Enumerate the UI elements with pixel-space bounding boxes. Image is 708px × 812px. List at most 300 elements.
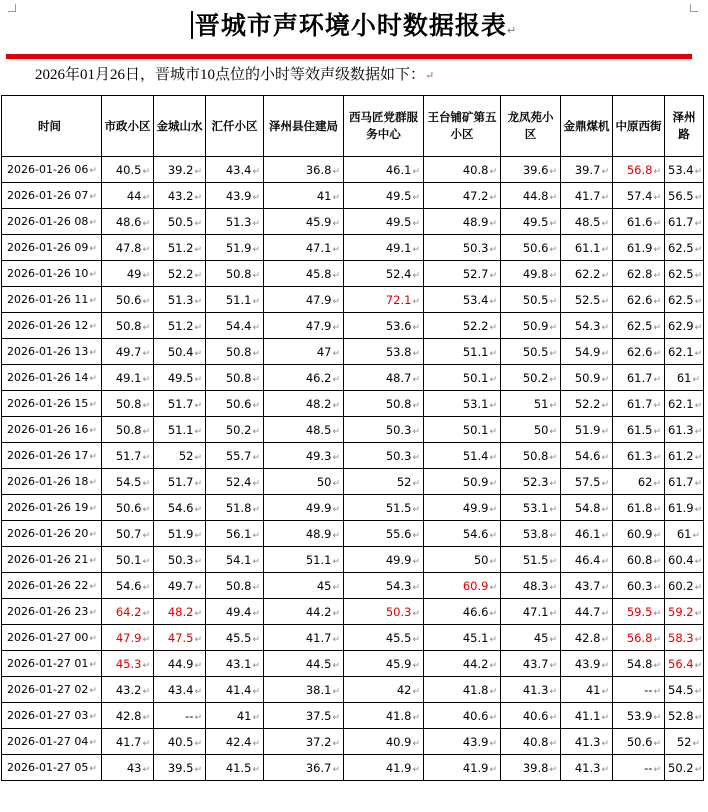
cell-mark-icon: ↵ [694, 686, 703, 697]
table-header-row [2, 96, 704, 157]
cell-text: 46.1 [385, 162, 412, 177]
value-cell [665, 183, 704, 209]
cell-text: 42 [396, 682, 412, 697]
cell-mark-icon: ↵ [332, 738, 340, 749]
cell-text: 45.1 [462, 630, 489, 645]
time-cell [2, 339, 102, 365]
value-cell [424, 365, 501, 391]
cell-mark-icon: ↵ [653, 296, 661, 307]
cell-text: 50.5 [167, 214, 194, 229]
cell-mark-icon: ↵ [252, 218, 260, 229]
table-row [2, 261, 704, 287]
value-cell [102, 339, 154, 365]
time-cell [2, 651, 102, 677]
cell-mark-icon: ↵ [694, 504, 703, 515]
cell-mark-icon: ↵ [549, 348, 557, 359]
table-row [2, 469, 704, 495]
table-row [2, 651, 704, 677]
cell-mark-icon: ↵ [142, 452, 150, 463]
cell-mark-icon: ↵ [489, 478, 497, 489]
value-cell [154, 157, 206, 183]
time-cell [2, 287, 102, 313]
cell-mark-icon: ↵ [692, 374, 700, 385]
value-cell [561, 417, 613, 443]
cell-mark-icon: ↵ [412, 530, 420, 541]
value-cell [561, 391, 613, 417]
cell-mark-icon: ↵ [653, 426, 661, 437]
value-cell [154, 625, 206, 651]
value-cell [613, 547, 665, 573]
value-cell [102, 417, 154, 443]
cell-text: -- [185, 708, 194, 723]
value-cell [154, 261, 206, 287]
value-cell [344, 651, 424, 677]
time-cell [2, 495, 102, 521]
cell-mark-icon: ↵ [653, 374, 661, 385]
cell-mark-icon: ↵ [601, 452, 609, 463]
value-cell [561, 755, 613, 781]
cell-text: 51.7 [115, 448, 142, 463]
value-cell [424, 495, 501, 521]
cell-mark-icon: ↵ [194, 348, 202, 359]
cell-text: 2026-01-26 11 [7, 293, 89, 306]
value-cell [665, 443, 704, 469]
cell-text: 51.1 [225, 292, 252, 307]
cell-mark-icon: ↵ [549, 270, 557, 281]
cell-mark-icon: ↵ [601, 400, 609, 411]
cell-mark-icon: ↵ [252, 452, 260, 463]
table-row [2, 599, 704, 625]
cell-mark-icon: ↵ [489, 764, 497, 775]
value-cell [206, 547, 264, 573]
cell-text: 51.9 [574, 422, 601, 437]
cell-text: 62.2 [574, 266, 601, 281]
value-cell [154, 651, 206, 677]
cell-mark-icon: ↵ [694, 244, 703, 255]
cell-mark-icon: ↵ [89, 608, 97, 618]
value-cell [102, 729, 154, 755]
cell-mark-icon: ↵ [549, 322, 557, 333]
time-cell [2, 209, 102, 235]
value-cell [206, 235, 264, 261]
value-cell [665, 703, 704, 729]
table-row [2, 235, 704, 261]
value-cell [665, 287, 704, 313]
cell-mark-icon: ↵ [412, 556, 420, 567]
cell-mark-icon: ↵ [412, 348, 420, 359]
cell-text: 44.2 [305, 604, 332, 619]
cell-mark-icon: ↵ [89, 478, 97, 488]
cell-text: 61.5 [626, 422, 653, 437]
cell-mark-icon: ↵ [89, 400, 97, 410]
value-cell [154, 313, 206, 339]
cell-mark-icon: ↵ [694, 556, 703, 567]
cell-mark-icon: ↵ [412, 322, 420, 333]
value-cell [613, 755, 665, 781]
cell-mark-icon: ↵ [653, 192, 661, 203]
cell-text: 61.3 [668, 422, 694, 437]
cell-mark-icon: ↵ [194, 192, 202, 203]
value-cell [501, 339, 561, 365]
cell-text: 46.4 [574, 552, 601, 567]
value-cell [344, 755, 424, 781]
cell-mark-icon: ↵ [194, 296, 202, 307]
cell-mark-icon: ↵ [549, 504, 557, 515]
cell-text: 61 [676, 526, 692, 541]
cell-text: 55.7 [225, 448, 252, 463]
cell-mark-icon: ↵ [549, 244, 557, 255]
cell-text: 50.3 [462, 240, 489, 255]
value-cell [424, 651, 501, 677]
cell-mark-icon: ↵ [653, 764, 661, 775]
table-row [2, 521, 704, 547]
cell-mark-icon: ↵ [194, 452, 202, 463]
value-cell [344, 469, 424, 495]
cell-mark-icon: ↵ [549, 400, 557, 411]
value-cell [665, 313, 704, 339]
cell-mark-icon: ↵ [653, 660, 661, 671]
time-cell [2, 313, 102, 339]
cell-mark-icon: ↵ [489, 556, 497, 567]
value-cell [665, 339, 704, 365]
cell-text: 54.6 [462, 526, 489, 541]
cell-text: 2026-01-26 07 [7, 189, 89, 202]
cell-mark-icon: ↵ [549, 374, 557, 385]
cell-mark-icon: ↵ [692, 530, 700, 541]
cell-mark-icon: ↵ [252, 686, 260, 697]
cell-mark-icon: ↵ [332, 556, 340, 567]
cell-text: 61.7 [668, 474, 694, 489]
time-cell [2, 157, 102, 183]
cell-text: 62.8 [626, 266, 653, 281]
cell-mark-icon: ↵ [142, 764, 150, 775]
cell-mark-icon: ↵ [412, 400, 420, 411]
cell-text: 72.1 [385, 292, 412, 307]
cell-mark-icon: ↵ [549, 166, 557, 177]
cell-text: 2026-01-26 21 [7, 553, 89, 566]
cell-text: 53.8 [522, 526, 549, 541]
cell-text: 50 [473, 552, 489, 567]
cell-mark-icon: ↵ [601, 270, 609, 281]
value-cell [154, 729, 206, 755]
cell-mark-icon: ↵ [549, 686, 557, 697]
cell-mark-icon: ↵ [549, 660, 557, 671]
value-cell [102, 651, 154, 677]
value-cell [264, 313, 344, 339]
cell-mark-icon: ↵ [142, 374, 150, 385]
cell-text: 41.8 [385, 708, 412, 723]
cell-text: 50.8 [115, 422, 142, 437]
cell-text: 45.8 [305, 266, 332, 281]
cell-mark-icon: ↵ [412, 270, 420, 281]
value-cell [264, 755, 344, 781]
value-cell [344, 209, 424, 235]
value-cell [501, 547, 561, 573]
cell-text: 53.1 [462, 396, 489, 411]
table-row [2, 755, 704, 781]
cell-mark-icon: ↵ [252, 374, 260, 385]
cell-mark-icon: ↵ [332, 452, 340, 463]
cell-text: 61.9 [626, 240, 653, 255]
cell-text: 2026-01-26 19 [7, 501, 89, 514]
value-cell [344, 729, 424, 755]
cell-mark-icon: ↵ [332, 686, 340, 697]
cell-text: 41.9 [385, 760, 412, 775]
value-cell [613, 287, 665, 313]
cell-mark-icon: ↵ [489, 452, 497, 463]
cell-mark-icon: ↵ [489, 348, 497, 359]
cell-mark-icon: ↵ [692, 738, 700, 749]
cell-mark-icon: ↵ [252, 244, 260, 255]
value-cell [264, 157, 344, 183]
table-row [2, 443, 704, 469]
cell-mark-icon: ↵ [142, 504, 150, 515]
value-cell [501, 417, 561, 443]
cell-text: 2026-01-26 14 [7, 371, 89, 384]
margin-corner-mark [8, 4, 16, 12]
cell-text: 61.8 [626, 500, 653, 515]
cell-text: 62.5 [626, 318, 653, 333]
value-cell [264, 443, 344, 469]
cell-mark-icon: ↵ [412, 504, 420, 515]
time-cell [2, 729, 102, 755]
cell-mark-icon: ↵ [89, 192, 97, 202]
cell-text: 42.4 [225, 734, 252, 749]
cell-text: 51.2 [167, 318, 194, 333]
cell-mark-icon: ↵ [142, 400, 150, 411]
cell-text: 46.1 [574, 526, 601, 541]
cell-text: 37.5 [305, 708, 332, 723]
cell-mark-icon: ↵ [489, 218, 497, 229]
cell-text: 59.5 [626, 604, 653, 619]
cell-text: 51.8 [225, 500, 252, 515]
cell-text: 45 [316, 578, 332, 593]
cell-text: 41.9 [462, 760, 489, 775]
cell-text: 61.9 [668, 500, 694, 515]
cell-mark-icon: ↵ [332, 634, 340, 645]
value-cell [613, 729, 665, 755]
value-cell [154, 677, 206, 703]
cell-text: 42.8 [115, 708, 142, 723]
cell-mark-icon: ↵ [252, 478, 260, 489]
value-cell [154, 573, 206, 599]
cell-mark-icon: ↵ [252, 712, 260, 723]
table-row [2, 365, 704, 391]
value-cell [501, 443, 561, 469]
cell-mark-icon: ↵ [601, 530, 609, 541]
time-cell [2, 417, 102, 443]
cell-mark-icon: ↵ [549, 712, 557, 723]
cell-mark-icon: ↵ [142, 296, 150, 307]
cell-text: 50.2 [225, 422, 252, 437]
value-cell [424, 469, 501, 495]
value-cell [561, 521, 613, 547]
cell-text: 43 [126, 760, 142, 775]
value-cell [102, 677, 154, 703]
cell-mark-icon: ↵ [489, 738, 497, 749]
cell-text: 41.3 [574, 760, 601, 775]
cell-mark-icon: ↵ [601, 426, 609, 437]
cell-text: 44.5 [305, 656, 332, 671]
paragraph-mark-icon: ↵ [506, 24, 518, 37]
value-cell [501, 625, 561, 651]
cell-mark-icon: ↵ [653, 348, 661, 359]
cell-text: 62.6 [626, 344, 653, 359]
value-cell [561, 209, 613, 235]
value-cell [613, 469, 665, 495]
cell-mark-icon: ↵ [142, 738, 150, 749]
cell-text: 61 [676, 370, 692, 385]
cell-text: 50.8 [522, 448, 549, 463]
cell-text: 49.4 [225, 604, 252, 619]
cell-mark-icon: ↵ [252, 608, 260, 619]
cell-text: 54.6 [167, 500, 194, 515]
cell-text: 50.8 [225, 578, 252, 593]
cell-text: 54.3 [385, 578, 412, 593]
cell-text: 52.4 [385, 266, 412, 281]
value-cell [154, 365, 206, 391]
cell-mark-icon: ↵ [601, 296, 609, 307]
cell-text: 2026-01-26 23 [7, 605, 89, 618]
value-cell [264, 235, 344, 261]
cell-text: 44 [126, 188, 142, 203]
time-cell [2, 391, 102, 417]
cell-mark-icon: ↵ [142, 478, 150, 489]
cell-text: 40.5 [115, 162, 142, 177]
cell-mark-icon: ↵ [142, 166, 150, 177]
cell-mark-icon: ↵ [142, 634, 150, 645]
cell-mark-icon: ↵ [194, 166, 202, 177]
time-cell [2, 469, 102, 495]
cell-text: 53.9 [626, 708, 653, 723]
cell-mark-icon: ↵ [694, 270, 703, 281]
value-cell [501, 183, 561, 209]
value-cell [206, 573, 264, 599]
value-cell [206, 287, 264, 313]
value-cell [613, 365, 665, 391]
cell-mark-icon: ↵ [142, 530, 150, 541]
value-cell [206, 261, 264, 287]
cell-text: 40.5 [167, 734, 194, 749]
cell-mark-icon: ↵ [601, 738, 609, 749]
value-cell [561, 235, 613, 261]
cell-text: 2026-01-27 03 [7, 709, 89, 722]
value-cell [206, 417, 264, 443]
column-header-site: 龙凤苑小区 [501, 96, 561, 157]
cell-text: 51.4 [462, 448, 489, 463]
value-cell [102, 469, 154, 495]
text-cursor [191, 11, 193, 39]
cell-mark-icon: ↵ [694, 660, 703, 671]
cell-text: 43.7 [522, 656, 549, 671]
value-cell [264, 287, 344, 313]
cell-mark-icon: ↵ [412, 738, 420, 749]
value-cell [665, 157, 704, 183]
value-cell [206, 495, 264, 521]
cell-text: 49.1 [385, 240, 412, 255]
cell-mark-icon: ↵ [653, 608, 661, 619]
cell-text: 41.5 [225, 760, 252, 775]
value-cell [206, 157, 264, 183]
cell-text: 50.9 [574, 370, 601, 385]
table-row [2, 183, 704, 209]
cell-text: 62.6 [626, 292, 653, 307]
value-cell [613, 625, 665, 651]
value-cell [264, 339, 344, 365]
value-cell [424, 183, 501, 209]
time-cell [2, 755, 102, 781]
cell-text: 62 [637, 474, 653, 489]
cell-text: 44.7 [574, 604, 601, 619]
cell-text: 51.1 [462, 344, 489, 359]
cell-text: 45.3 [115, 656, 142, 671]
cell-text: 48.9 [462, 214, 489, 229]
cell-text: 54.5 [115, 474, 142, 489]
cell-text: 2026-01-27 02 [7, 683, 89, 696]
cell-text: 61.3 [626, 448, 653, 463]
cell-mark-icon: ↵ [653, 400, 661, 411]
cell-mark-icon: ↵ [489, 686, 497, 697]
cell-text: 40.6 [462, 708, 489, 723]
cell-text: 54.6 [574, 448, 601, 463]
value-cell [424, 287, 501, 313]
cell-text: 51.3 [167, 292, 194, 307]
value-cell [206, 469, 264, 495]
cell-mark-icon: ↵ [142, 608, 150, 619]
value-cell [264, 677, 344, 703]
value-cell [424, 209, 501, 235]
value-cell [424, 417, 501, 443]
cell-text: 61.7 [668, 214, 694, 229]
value-cell [344, 157, 424, 183]
cell-mark-icon: ↵ [412, 296, 420, 307]
value-cell [206, 755, 264, 781]
time-cell [2, 521, 102, 547]
column-header-site: 王台铺矿第五小区 [424, 96, 501, 157]
cell-mark-icon: ↵ [601, 764, 609, 775]
cell-text: 48.9 [305, 526, 332, 541]
cell-mark-icon: ↵ [252, 166, 260, 177]
value-cell [561, 157, 613, 183]
value-cell [561, 183, 613, 209]
cell-text: 41.7 [574, 188, 601, 203]
value-cell [501, 365, 561, 391]
cell-text: 54.1 [225, 552, 252, 567]
cell-mark-icon: ↵ [332, 530, 340, 541]
cell-text: 54.6 [115, 578, 142, 593]
cell-text: 46.6 [462, 604, 489, 619]
cell-text: 40.8 [522, 734, 549, 749]
cell-text: 48.2 [167, 604, 194, 619]
cell-text: 51 [533, 396, 549, 411]
cell-mark-icon: ↵ [549, 478, 557, 489]
time-cell [2, 703, 102, 729]
cell-mark-icon: ↵ [412, 452, 420, 463]
cell-mark-icon: ↵ [252, 582, 260, 593]
cell-text: 50.6 [115, 292, 142, 307]
cell-mark-icon: ↵ [89, 166, 97, 176]
cell-mark-icon: ↵ [332, 582, 340, 593]
value-cell [102, 599, 154, 625]
cell-text: 57.5 [574, 474, 601, 489]
value-cell [613, 573, 665, 599]
cell-text: 49.5 [522, 214, 549, 229]
cell-text: 60.4 [668, 552, 694, 567]
cell-mark-icon: ↵ [332, 348, 340, 359]
cell-text: 55.6 [385, 526, 412, 541]
cell-mark-icon: ↵ [142, 426, 150, 437]
cell-mark-icon: ↵ [489, 374, 497, 385]
